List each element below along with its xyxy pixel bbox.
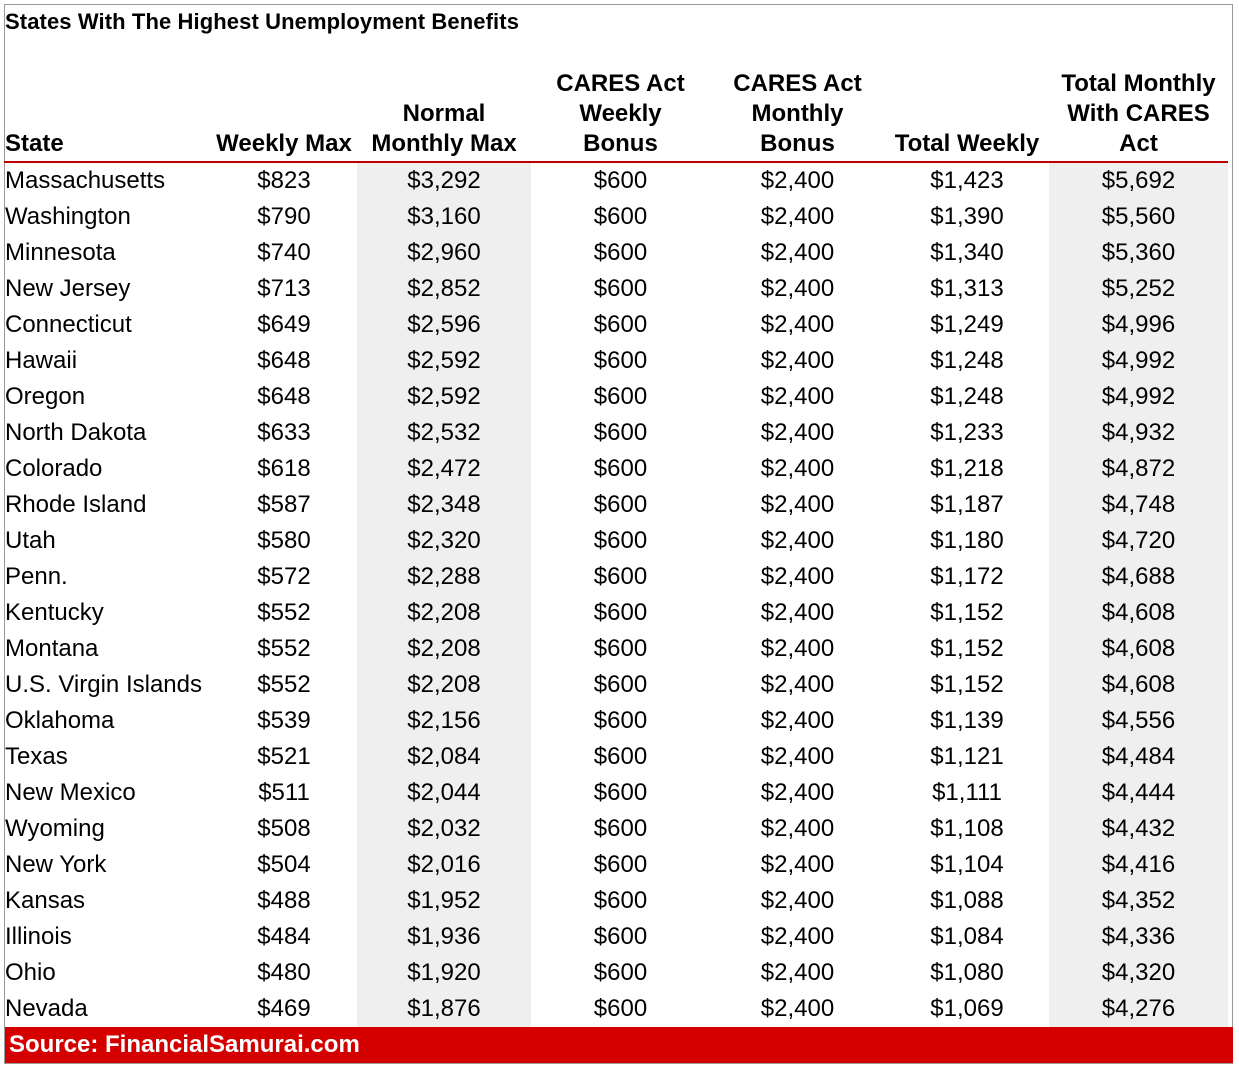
- value-cell: $587: [257, 491, 311, 518]
- cares-weekly-bonus-header: CARES Act Weekly Bonus: [531, 68, 710, 162]
- value-cell: $2,592: [357, 343, 531, 379]
- state-cell: Rhode Island: [5, 491, 147, 518]
- value-cell: $1,108: [930, 815, 1004, 842]
- state-header: State: [4, 68, 211, 162]
- state-cell: Texas: [5, 743, 68, 770]
- table-row: [4, 162, 1228, 199]
- value-cell: $2,400: [760, 707, 835, 734]
- state-cell: Colorado: [5, 455, 103, 482]
- value-cell: $1,218: [930, 455, 1004, 482]
- value-cell: $1,104: [930, 851, 1004, 878]
- table-row: [4, 667, 1228, 703]
- state-cell: Montana: [5, 635, 99, 662]
- value-cell: $4,608: [1049, 631, 1228, 667]
- cares-monthly-bonus-header: CARES Act Monthly Bonus: [710, 68, 885, 162]
- value-cell: $1,313: [930, 275, 1004, 302]
- value-cell: $4,932: [1049, 415, 1228, 451]
- state-cell: North Dakota: [5, 419, 147, 446]
- table-row: [4, 811, 1228, 847]
- value-cell: $2,400: [760, 383, 835, 410]
- value-cell: $2,400: [760, 599, 835, 626]
- value-cell: $600: [593, 167, 648, 194]
- benefits-table: [4, 68, 1228, 1027]
- table-row: [4, 235, 1228, 271]
- value-cell: $600: [593, 959, 648, 986]
- value-cell: $600: [593, 275, 648, 302]
- value-cell: $3,292: [357, 162, 531, 199]
- value-cell: $600: [593, 707, 648, 734]
- state-cell: Massachusetts: [5, 167, 166, 194]
- value-cell: $1,111: [932, 779, 1002, 806]
- value-cell: $2,400: [760, 563, 835, 590]
- table-row: [4, 739, 1228, 775]
- value-cell: $600: [593, 383, 648, 410]
- value-cell: $572: [257, 563, 311, 590]
- state-cell: Utah: [5, 527, 56, 554]
- weekly-max-header: Weekly Max: [211, 68, 357, 162]
- value-cell: $1,340: [930, 239, 1004, 266]
- value-cell: $600: [593, 455, 648, 482]
- table-row: [4, 883, 1228, 919]
- value-cell: $511: [258, 779, 310, 806]
- value-cell: $4,688: [1049, 559, 1228, 595]
- value-cell: $5,252: [1049, 271, 1228, 307]
- value-cell: $5,560: [1049, 199, 1228, 235]
- value-cell: $2,400: [760, 995, 835, 1022]
- value-cell: $552: [257, 599, 311, 626]
- value-cell: $480: [257, 959, 311, 986]
- value-cell: $600: [593, 599, 648, 626]
- value-cell: $633: [257, 419, 311, 446]
- state-cell: Kentucky: [5, 599, 104, 626]
- normal-monthly-max-header: Normal Monthly Max: [357, 68, 531, 162]
- value-cell: $2,400: [760, 455, 835, 482]
- state-cell: Ohio: [5, 959, 56, 986]
- value-cell: $2,592: [357, 379, 531, 415]
- state-cell: Illinois: [5, 923, 72, 950]
- value-cell: $649: [257, 311, 311, 338]
- value-cell: $1,084: [930, 923, 1004, 950]
- value-cell: $648: [257, 347, 311, 374]
- state-cell: Hawaii: [5, 347, 78, 374]
- value-cell: $600: [593, 887, 648, 914]
- value-cell: $1,172: [930, 563, 1004, 590]
- value-cell: $504: [257, 851, 311, 878]
- value-cell: $1,088: [930, 887, 1004, 914]
- value-cell: $600: [593, 851, 648, 878]
- value-cell: $1,249: [930, 311, 1004, 338]
- table-row: [4, 991, 1228, 1027]
- value-cell: $2,400: [760, 419, 835, 446]
- state-cell: New York: [5, 851, 107, 878]
- value-cell: $740: [257, 239, 311, 266]
- value-cell: $2,960: [357, 235, 531, 271]
- value-cell: $823: [257, 167, 311, 194]
- value-cell: $4,444: [1049, 775, 1228, 811]
- state-cell: New Jersey: [5, 275, 131, 302]
- value-cell: $600: [593, 563, 648, 590]
- value-cell: $539: [257, 707, 311, 734]
- value-cell: $790: [257, 203, 311, 230]
- state-cell: Wyoming: [5, 815, 105, 842]
- value-cell: $600: [593, 995, 648, 1022]
- value-cell: $2,400: [760, 239, 835, 266]
- value-cell: $600: [593, 203, 648, 230]
- value-cell: $4,336: [1049, 919, 1228, 955]
- state-cell: New Mexico: [5, 779, 136, 806]
- value-cell: $1,121: [930, 743, 1004, 770]
- value-cell: $4,608: [1049, 595, 1228, 631]
- value-cell: $4,484: [1049, 739, 1228, 775]
- table-body: [4, 162, 1228, 1027]
- state-cell: Minnesota: [5, 239, 116, 266]
- table-row: [4, 919, 1228, 955]
- table-title: States With The Highest Unemployment Benefits: [5, 9, 520, 34]
- value-cell: $600: [593, 779, 648, 806]
- value-cell: $600: [593, 419, 648, 446]
- value-cell: $4,996: [1049, 307, 1228, 343]
- value-cell: $600: [593, 347, 648, 374]
- table-row: [4, 379, 1228, 415]
- value-cell: $713: [257, 275, 311, 302]
- value-cell: $2,044: [357, 775, 531, 811]
- value-cell: $1,139: [930, 707, 1004, 734]
- value-cell: $2,400: [760, 923, 835, 950]
- table-row: [4, 271, 1228, 307]
- value-cell: $521: [257, 743, 311, 770]
- value-cell: $1,080: [930, 959, 1004, 986]
- state-cell: U.S. Virgin Islands: [5, 671, 202, 698]
- table-row: [4, 523, 1228, 559]
- value-cell: $4,748: [1049, 487, 1228, 523]
- value-cell: $600: [593, 671, 648, 698]
- value-cell: $600: [593, 527, 648, 554]
- state-cell: Oregon: [5, 383, 86, 410]
- value-cell: $600: [593, 491, 648, 518]
- value-cell: $2,400: [760, 671, 835, 698]
- value-cell: $4,608: [1049, 667, 1228, 703]
- value-cell: $469: [257, 995, 311, 1022]
- value-cell: $1,936: [357, 919, 531, 955]
- value-cell: $4,556: [1049, 703, 1228, 739]
- value-cell: $2,852: [357, 271, 531, 307]
- value-cell: $1,152: [930, 635, 1004, 662]
- value-cell: $3,160: [357, 199, 531, 235]
- value-cell: $1,069: [930, 995, 1004, 1022]
- value-cell: $4,432: [1049, 811, 1228, 847]
- value-cell: $484: [257, 923, 311, 950]
- table-row: [4, 415, 1228, 451]
- value-cell: $2,032: [357, 811, 531, 847]
- value-cell: $2,400: [760, 167, 835, 194]
- value-cell: $2,596: [357, 307, 531, 343]
- value-cell: $1,187: [930, 491, 1004, 518]
- value-cell: $1,248: [930, 347, 1004, 374]
- table-row: [4, 631, 1228, 667]
- value-cell: $600: [593, 923, 648, 950]
- value-cell: $508: [257, 815, 311, 842]
- value-cell: $2,156: [357, 703, 531, 739]
- value-cell: $4,992: [1049, 343, 1228, 379]
- table-row: [4, 595, 1228, 631]
- header-row: [4, 68, 1228, 162]
- value-cell: $4,320: [1049, 955, 1228, 991]
- value-cell: $4,416: [1049, 847, 1228, 883]
- value-cell: $5,692: [1049, 162, 1228, 199]
- state-cell: Penn.: [5, 563, 68, 590]
- value-cell: $2,400: [760, 203, 835, 230]
- state-cell: Nevada: [5, 995, 88, 1022]
- value-cell: $1,233: [930, 419, 1004, 446]
- total-monthly-header: Total Monthly With CARES Act: [1049, 68, 1228, 162]
- value-cell: $2,400: [760, 959, 835, 986]
- table-row: [4, 451, 1228, 487]
- value-cell: $2,208: [357, 667, 531, 703]
- value-cell: $2,016: [357, 847, 531, 883]
- value-cell: $2,348: [357, 487, 531, 523]
- value-cell: $2,400: [760, 527, 835, 554]
- table-row: [4, 199, 1228, 235]
- value-cell: $1,920: [357, 955, 531, 991]
- value-cell: $552: [257, 635, 311, 662]
- total-weekly-header: Total Weekly: [885, 68, 1049, 162]
- value-cell: $2,400: [760, 851, 835, 878]
- value-cell: $1,423: [930, 167, 1004, 194]
- value-cell: $2,472: [357, 451, 531, 487]
- value-cell: $2,532: [357, 415, 531, 451]
- table-row: [4, 307, 1228, 343]
- state-cell: Oklahoma: [5, 707, 115, 734]
- value-cell: $618: [257, 455, 311, 482]
- value-cell: $2,400: [760, 347, 835, 374]
- value-cell: $2,320: [357, 523, 531, 559]
- value-cell: $600: [593, 311, 648, 338]
- value-cell: $1,152: [930, 599, 1004, 626]
- value-cell: $2,400: [760, 635, 835, 662]
- value-cell: $2,208: [357, 631, 531, 667]
- value-cell: $600: [593, 815, 648, 842]
- value-cell: $1,952: [357, 883, 531, 919]
- value-cell: $2,400: [760, 887, 835, 914]
- value-cell: $2,288: [357, 559, 531, 595]
- value-cell: $2,400: [760, 491, 835, 518]
- table-row: [4, 775, 1228, 811]
- value-cell: $580: [257, 527, 311, 554]
- value-cell: $2,208: [357, 595, 531, 631]
- state-cell: Connecticut: [5, 311, 132, 338]
- value-cell: $600: [593, 743, 648, 770]
- table-row: [4, 847, 1228, 883]
- value-cell: $600: [593, 239, 648, 266]
- table-row: [4, 343, 1228, 379]
- value-cell: $2,084: [357, 739, 531, 775]
- table-row: [4, 559, 1228, 595]
- value-cell: $4,992: [1049, 379, 1228, 415]
- value-cell: $4,352: [1049, 883, 1228, 919]
- state-cell: Washington: [5, 203, 131, 230]
- table-row: [4, 703, 1228, 739]
- table-row: [4, 955, 1228, 991]
- value-cell: $1,152: [930, 671, 1004, 698]
- value-cell: $4,872: [1049, 451, 1228, 487]
- value-cell: $2,400: [760, 779, 835, 806]
- value-cell: $5,360: [1049, 235, 1228, 271]
- value-cell: $1,876: [357, 991, 531, 1027]
- value-cell: $4,720: [1049, 523, 1228, 559]
- value-cell: $2,400: [760, 815, 835, 842]
- value-cell: $488: [257, 887, 311, 914]
- value-cell: $1,180: [930, 527, 1004, 554]
- value-cell: $2,400: [760, 275, 835, 302]
- value-cell: $2,400: [760, 311, 835, 338]
- table-row: [4, 487, 1228, 523]
- value-cell: $1,248: [930, 383, 1004, 410]
- value-cell: $4,276: [1049, 991, 1228, 1027]
- value-cell: $552: [257, 671, 311, 698]
- value-cell: $2,400: [760, 743, 835, 770]
- value-cell: $600: [593, 635, 648, 662]
- source-bar: Source: FinancialSamurai.com: [5, 1027, 1233, 1063]
- value-cell: $648: [257, 383, 311, 410]
- value-cell: $1,390: [930, 203, 1004, 230]
- state-cell: Kansas: [5, 887, 86, 914]
